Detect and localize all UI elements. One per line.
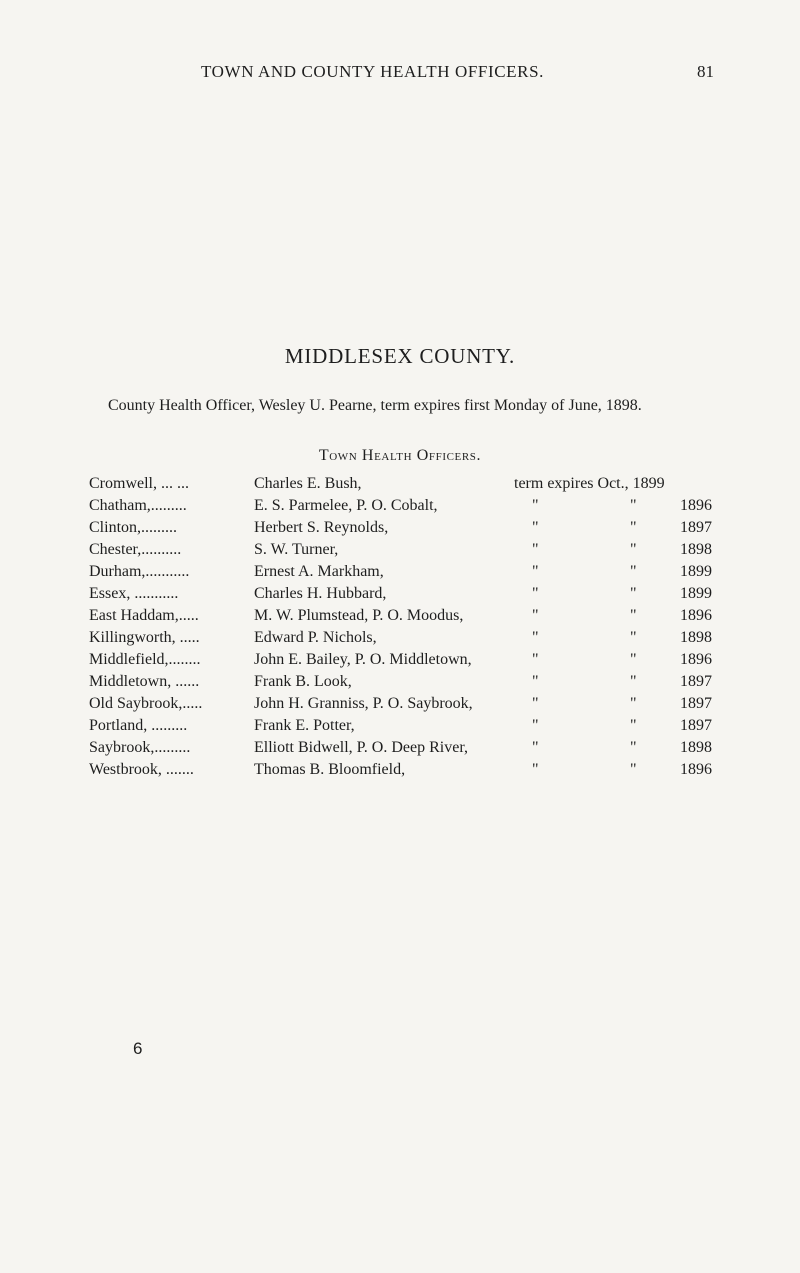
year-ditto-mark: " bbox=[630, 519, 637, 536]
town-name: Portland, ......... bbox=[89, 717, 188, 734]
officer-name: Edward P. Nichols, bbox=[254, 629, 377, 646]
year-ditto-mark: " bbox=[630, 563, 637, 580]
year-ditto-mark: " bbox=[630, 607, 637, 624]
officer-row bbox=[89, 497, 719, 519]
expiry-year: 1897 bbox=[680, 695, 712, 712]
month-ditto-mark: " bbox=[532, 541, 539, 558]
month-ditto-mark: " bbox=[532, 585, 539, 602]
month-ditto-mark: " bbox=[532, 673, 539, 690]
expiry-year: 1896 bbox=[680, 607, 712, 624]
town-name: East Haddam,..... bbox=[89, 607, 199, 624]
month-ditto-mark: " bbox=[532, 519, 539, 536]
county-title: MIDDLESEX COUNTY. bbox=[284, 344, 516, 368]
officer-name: Thomas B. Bloomfield, bbox=[254, 761, 406, 778]
expiry-year: 1897 bbox=[680, 717, 712, 734]
county-health-officer-paragraph: County Health Officer, Wesley U. Pearne, term expires first Monday of June, 1898. bbox=[108, 397, 642, 414]
town-name: Killingworth, ..... bbox=[89, 629, 200, 646]
town-name: Essex, ........... bbox=[89, 585, 179, 602]
month-ditto-mark: " bbox=[532, 629, 539, 646]
officer-name: S. W. Turner, bbox=[254, 541, 339, 558]
year-ditto-mark: " bbox=[630, 673, 637, 690]
officer-name: E. S. Parmelee, P. O. Cobalt, bbox=[254, 497, 438, 514]
officer-name: John H. Granniss, P. O. Saybrook, bbox=[254, 695, 473, 712]
town-name: Middlefield,........ bbox=[89, 651, 201, 668]
town-name: Old Saybrook,..... bbox=[89, 695, 203, 712]
town-name: Durham,........... bbox=[89, 563, 190, 580]
year-ditto-mark: " bbox=[630, 717, 637, 734]
month-ditto-mark: " bbox=[532, 563, 539, 580]
officer-name: Herbert S. Reynolds, bbox=[254, 519, 389, 536]
officer-name: Ernest A. Markham, bbox=[254, 563, 384, 580]
month-ditto-mark: " bbox=[532, 651, 539, 668]
month-ditto-mark: " bbox=[532, 761, 539, 778]
month-ditto-mark: " bbox=[532, 695, 539, 712]
officer-row bbox=[89, 673, 719, 695]
officer-row bbox=[89, 563, 719, 585]
town-name: Saybrook,......... bbox=[89, 739, 191, 756]
officer-name: Charles E. Bush, bbox=[254, 475, 362, 492]
officer-row bbox=[89, 475, 719, 497]
officer-row bbox=[89, 717, 719, 739]
year-ditto-mark: " bbox=[630, 541, 637, 558]
expiry-year: 1898 bbox=[680, 629, 712, 646]
running-title: TOWN AND COUNTY HEALTH OFFICERS. bbox=[201, 62, 545, 81]
officer-list bbox=[89, 475, 719, 783]
expiry-year: 1896 bbox=[680, 651, 712, 668]
officer-row bbox=[89, 695, 719, 717]
officer-row bbox=[89, 585, 719, 607]
expiry-year: 1896 bbox=[680, 497, 712, 514]
expiry-year: 1899 bbox=[680, 563, 712, 580]
officer-row bbox=[89, 629, 719, 651]
year-ditto-mark: " bbox=[630, 629, 637, 646]
officer-row bbox=[89, 761, 719, 783]
town-name: Chester,.......... bbox=[89, 541, 182, 558]
town-name: Westbrook, ....... bbox=[89, 761, 194, 778]
year-ditto-mark: " bbox=[630, 497, 637, 514]
officer-row bbox=[89, 607, 719, 629]
expiry-year: 1896 bbox=[680, 761, 712, 778]
month-ditto-mark: " bbox=[532, 607, 539, 624]
year-ditto-mark: " bbox=[630, 651, 637, 668]
officer-row bbox=[89, 651, 719, 673]
town-name: Clinton,......... bbox=[89, 519, 178, 536]
year-ditto-mark: " bbox=[630, 761, 637, 778]
month-ditto-mark: " bbox=[532, 739, 539, 756]
running-head bbox=[0, 62, 800, 86]
year-ditto-mark: " bbox=[630, 739, 637, 756]
officer-name: Frank E. Potter, bbox=[254, 717, 355, 734]
expiry-year: 1899 bbox=[680, 585, 712, 602]
officer-row bbox=[89, 739, 719, 761]
officer-name: John E. Bailey, P. O. Middletown, bbox=[254, 651, 472, 668]
bottom-number: 6 bbox=[133, 1039, 143, 1058]
expiry-year: 1897 bbox=[680, 673, 712, 690]
term-expires: term expires Oct., 1899 bbox=[514, 475, 665, 492]
expiry-year: 1898 bbox=[680, 541, 712, 558]
month-ditto-mark: " bbox=[532, 497, 539, 514]
officer-name: Charles H. Hubbard, bbox=[254, 585, 387, 602]
town-name: Chatham,......... bbox=[89, 497, 187, 514]
expiry-year: 1897 bbox=[680, 519, 712, 536]
expiry-year: 1898 bbox=[680, 739, 712, 756]
officer-name: M. W. Plumstead, P. O. Moodus, bbox=[254, 607, 464, 624]
month-ditto-mark: " bbox=[532, 717, 539, 734]
year-ditto-mark: " bbox=[630, 695, 637, 712]
year-ditto-mark: " bbox=[630, 585, 637, 602]
section-heading: Town Health Officers. bbox=[318, 447, 482, 464]
officer-row bbox=[89, 541, 719, 563]
officer-row bbox=[89, 519, 719, 541]
town-name: Cromwell, ... ... bbox=[89, 475, 189, 492]
town-name: Middletown, ...... bbox=[89, 673, 200, 690]
officer-name: Frank B. Look, bbox=[254, 673, 352, 690]
officer-name: Elliott Bidwell, P. O. Deep River, bbox=[254, 739, 469, 756]
page-number: 81 bbox=[697, 62, 714, 81]
